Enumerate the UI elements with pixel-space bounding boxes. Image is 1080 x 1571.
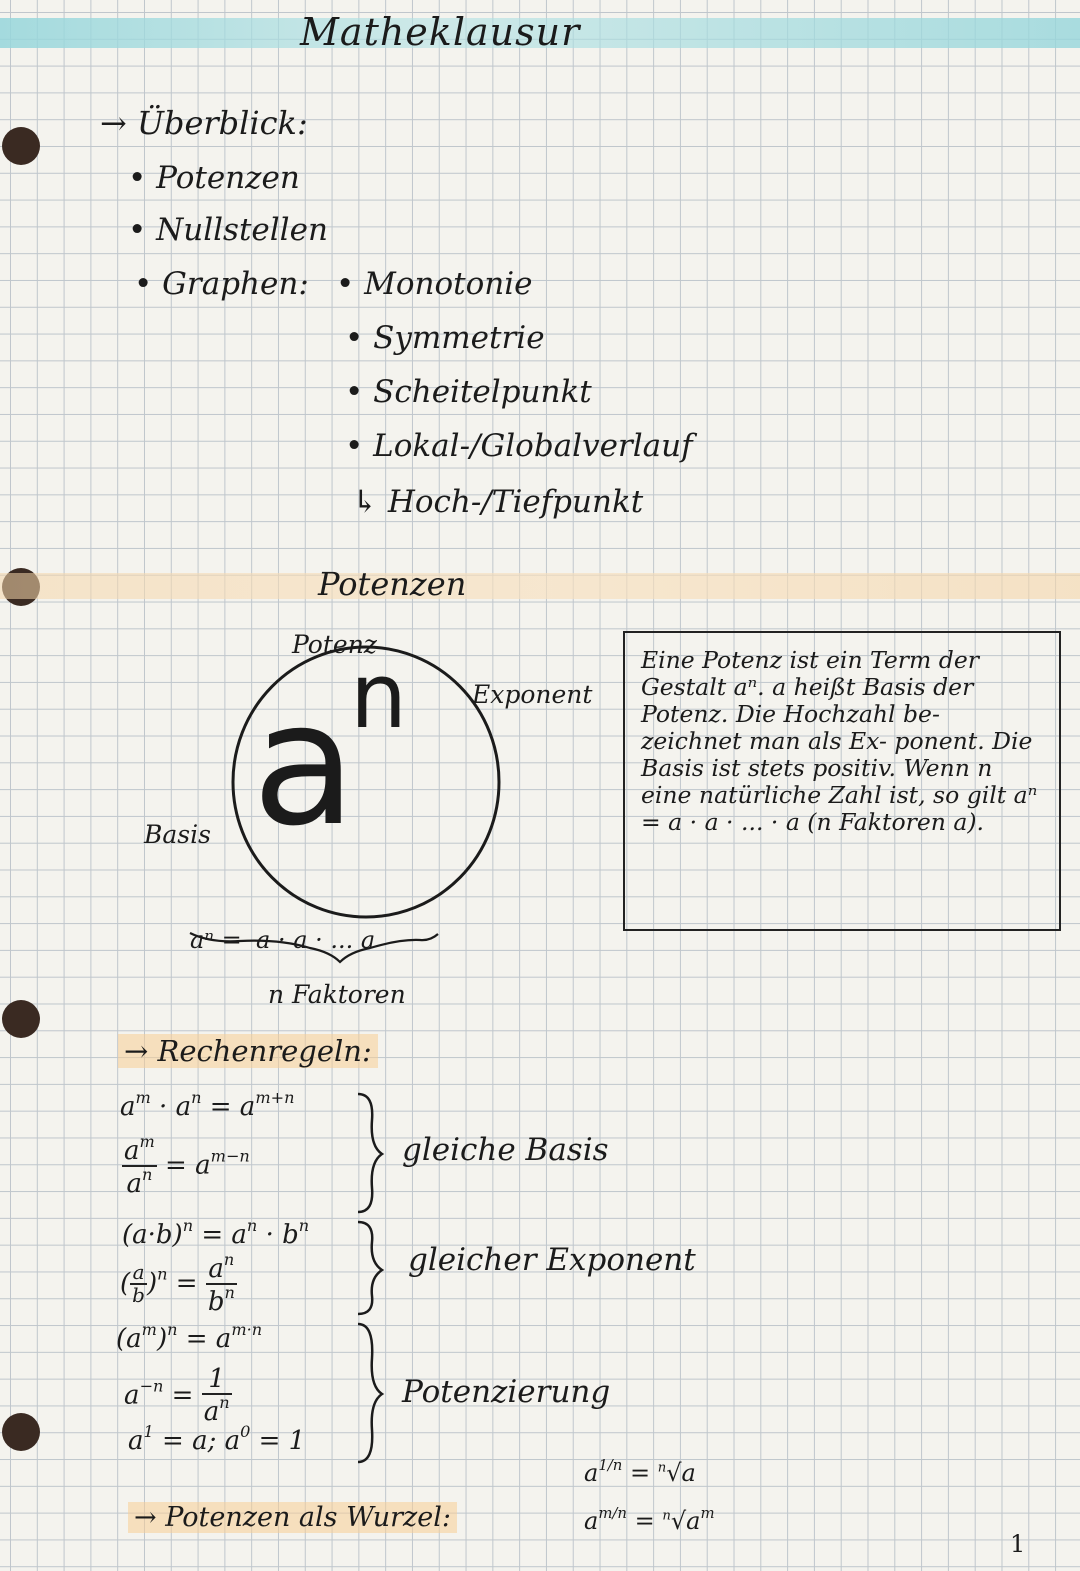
punch-hole [2,1000,40,1038]
group-potenzierung: Potenzierung [402,1374,611,1410]
graph-subitem-symmetrie: • Symmetrie [345,320,545,356]
graph-subitem-verlauf: • Lokal-/Globalverlauf [345,428,693,464]
rules-heading-text: → Rechenregeln: [118,1034,378,1068]
basis-label: Basis [144,820,211,849]
base-letter: a [252,666,357,864]
root-formula-2: $a^{m/n} = ^n√a^m$ [584,1504,715,1536]
potenz-label: Potenz [292,630,377,659]
rule-braces [352,1090,392,1480]
rule-power-power: $(a^m)^n = a^{m\cdot n}$ [116,1320,263,1355]
rule-quotient-power: ( $\frac{a}{b}$ )$^n$ = $\frac{a^n}{b^n}$ [120,1250,235,1318]
page-number: 1 [1010,1530,1026,1558]
rule-zero-one-exponent: $a^1 = a$; $a^0 = 1$ [128,1422,306,1457]
overview-heading: → Überblick: [100,104,308,142]
graph-subitem-scheitelpunkt: • Scheitelpunkt [345,374,592,410]
power-formula-lhs: aⁿ = [190,926,242,954]
graph-subitem-hochtiefpunkt: ↳ Hoch-/Tiefpunkt [352,484,644,520]
page-title: Matheklausur [300,10,581,54]
exponent-letter: n [350,644,408,749]
definition-box: Eine Potenz ist ein Term der Gestalt aⁿ. a heißt Basis der Potenz. Die Hochzahl be- zeichnet man als Ex- ponent. Die Basis ist stets positiv. Wenn n eine natürliche Zahl ist, so gilt aⁿ = a · a · ... · a (n Faktoren a). [623,631,1061,931]
power-formula-rhs: a · a · ... a [256,926,376,954]
rule-product: $a^m \cdot a^n = a^{m+n}$ [120,1088,295,1123]
root-heading-text: → Potenzen als Wurzel: [128,1502,457,1533]
group-gleiche-basis: gleiche Basis [402,1132,609,1168]
overview-item-potenzen: • Potenzen [128,160,300,196]
punch-hole [2,1413,40,1451]
overview-item-nullstellen: • Nullstellen [128,212,328,248]
rule-negative-exponent: $a^{-n}$ = $\frac{1}{a^n}$ [124,1364,230,1428]
rule-product-power: $(a\cdot b)^n = a^n \cdot b^n$ [122,1216,310,1251]
overview-item-graphen: • Graphen: [134,266,309,302]
graph-subitem-monotonie: • Monotonie [336,266,533,302]
root-heading [128,1502,457,1533]
exponent-label: Exponent [472,680,593,709]
root-formula-1: $a^{1/n} = ^n√a$ [584,1456,696,1488]
group-gleicher-exponent: gleicher Exponent [408,1242,696,1278]
rule-quotient: $\frac{a^m}{a^n}$ = $a^{m-n}$ [124,1132,250,1200]
section-highlight-band [0,573,1080,599]
section-heading-potenzen: Potenzen [318,565,467,603]
punch-hole [2,127,40,165]
factor-caption: n Faktoren [268,980,406,1009]
rules-heading [118,1034,378,1068]
power-diagram [130,630,630,1020]
